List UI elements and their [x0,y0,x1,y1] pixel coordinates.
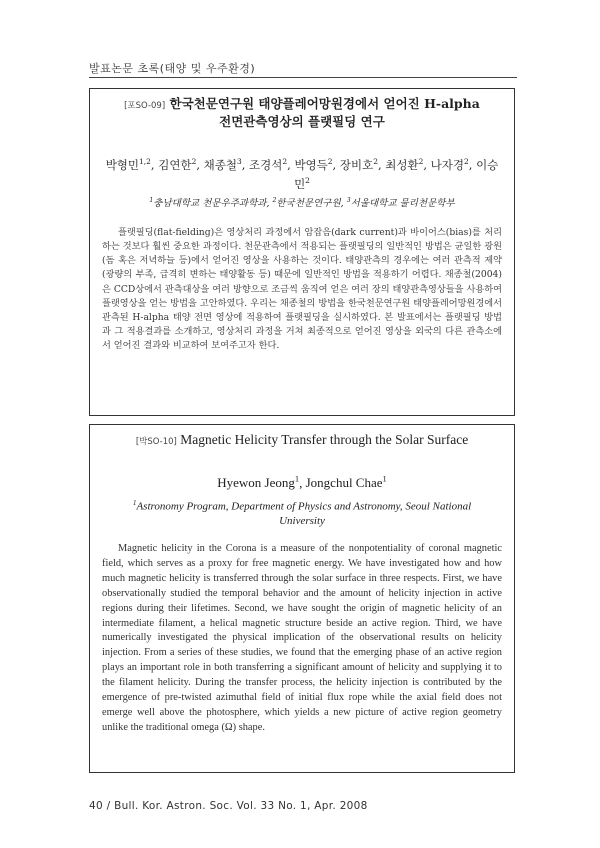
abstract2-author-sup: 1 [382,474,387,484]
abstract1-authors: 박형민$^{1,2}$, 김연한$^2$, 채종철$^3$, 조경석$^2$, 박영득$^2$, 장비호$^2$, 최성환$^2$, 나자경$^2$, 이승민$^2$ [105,157,499,191]
abstract1-author-name: 김연한 [158,157,192,172]
abstract2-author-name: Jongchul Chae [305,475,383,491]
abstract1-author-name: 박형민 [105,157,140,172]
abstract2-title-text: Magnetic Helicity Transfer through the Solar Surface [180,432,469,447]
abstract1-author-sup: 2 [327,157,333,166]
abstract1-author [106,158,151,172]
abstract1-author-name: 나자경 [430,157,464,172]
abstract2-affiliation-text: Astronomy Program, Department of Physics and Astronomy, Seoul National University [136,500,472,527]
abstract1-author [249,158,287,172]
abstract1-author-name: 박영득 [294,157,328,172]
page-footer: 40 / Bull. Kor. Astron. Soc. Vol. 33 No. 1, Apr. 2008 [89,800,368,812]
abstract1-author-name: 최성환 [385,157,419,172]
abstract1-author-sup: 2 [373,157,378,166]
abstract2-title [102,432,502,450]
abstract1-author-sup: 2 [418,157,424,166]
abstract1-title-line2: 전면관측영상의 플랫필딩 연구 [219,114,385,129]
abstract1-author-sup: 2 [191,157,197,166]
abstract1-author [385,158,423,172]
abstract1-author [204,158,242,172]
affiliation-name: 충남대학교 천문우주과학과 [153,197,267,209]
abstract1-author [158,158,196,172]
abstract2-author [306,475,387,490]
abstract2-author-name: Hyewon Jeong [217,475,295,491]
abstract1-author-sup: 1,2 [139,157,151,166]
affiliation-name: 서울대학교 물리천문학부 [350,197,455,209]
affiliation-sup: 3 [346,196,351,204]
affiliation-name: 한국천문연구원 [276,197,341,209]
affiliation-sup: 1 [149,196,154,204]
section-header: 발표논문 초록(태양 및 우주환경) [89,62,256,75]
abstract2-body: Magnetic helicity in the Corona is a measure of the nonpotentiality of coronal magnetic field, which serves as a proxy for free magnetic energy. We have investigated how and how much magnetic helicity is transferred through the solar surface in three respects. First, we have observationally studied the temporal behavior and the amount of helicity injection in active regions during their lifetimes. Second, we have sought the origin of magnetic helicity of an intermediate filament, a helical magnetic structure beside an active region. Third, we have numerically investigated the physical implication of the observational results on helicity injection. From a series of these studies, we found that the emerging phase of an active region plays an important role in both transferring a significant amount of helicity and supplying it to the filament helicity. During the transfer process, the helicity injection is contributed by the emergence of pre-twisted azimuthal field of initial flux rope while the axial field does not emerge well above the photosphere, which yields a new picture of active region geometry unlike the traditional omega (Ω) shape. [102,542,502,733]
abstract2-authors: Hyewon Jeong$^1$, Jongchul Chae$^1$ [217,474,387,491]
abstract1-author-name: 채종철 [203,157,237,172]
abstract1-author-name: 조경석 [249,157,283,172]
abstract1-author-name: 이승민 [294,157,499,191]
abstract1-author [340,158,378,172]
abstract2-author [217,475,299,490]
abstract2-author-sup: 1 [294,474,300,484]
abstract1-author-sup: 2 [464,157,469,166]
abstract1-author-sup: 2 [305,175,310,185]
abstract1-body: 플랫필딩(flat-fielding)은 영상처리 과정에서 암잡음(dark current)과 바이어스(bias)를 처리하는 것보다 훨씬 중요한 과정이다. 천문관측에서 적용되는 플랫필딩의 일반적인 방법은 균일한 광원(돔 혹은 저녁하늘 등)에서 얻어진 영상을 사용하는 것이다. 태양관측의 경우에는 여러 관측적 제약(광량의 부족, 급격히 변하는 태양활동 등) 때문에 일반적인 방법을 적용하기 어렵다. 채종철(2004)은 CCD상에서 관측대상을 여러 방향으로 조금씩 움직여 얻은 여러 장의 태양관측영상들을 사용하여 플랫영상을 얻는 방법을 고안하였다. 우리는 채종철의 방법을 한국천문연구원 태양플레어망원경에서 관측된 H-alpha 태양 전면 영상에 적용하여 플랫필딩을 실시하였다. 본 발표에서는 플랫필딩 방법과 그 적용결과를 소개하고, 영상처리 과정을 거쳐 최종적으로 얻어진 영상을 외국의 다른 관측소에서 얻어진 결과와 비교하여 보여주고자 한다. [102,226,502,352]
abstract1-title-line1: 한국천문연구원 태양플레어망원경에서 얻어진 H-alpha [169,96,480,111]
abstract1-author-name: 장비호 [339,157,374,172]
abstract1-author-sup: 3 [236,157,242,166]
abstract1-title [102,96,502,130]
abstract-box-1 [89,88,515,416]
abstract1-code: [포SO-09] [124,101,166,111]
abstract2-affiliation [102,496,502,528]
abstract1-author [431,158,469,172]
abstract2-code: [박SO-10] [135,437,177,447]
abstract-box-2 [89,424,515,773]
abstract1-affiliations: $^1$충남대학교 천문우주과학과, $^2$한국천문연구원, $^3$서울대학교 물리천문학부 [149,196,455,209]
abstract2-affiliation-sup: 1 [132,499,137,508]
affiliation-sup: 2 [272,196,277,204]
abstract1-author-sup: 2 [282,157,288,166]
abstract1-author [294,158,332,172]
header-rule [89,77,517,78]
